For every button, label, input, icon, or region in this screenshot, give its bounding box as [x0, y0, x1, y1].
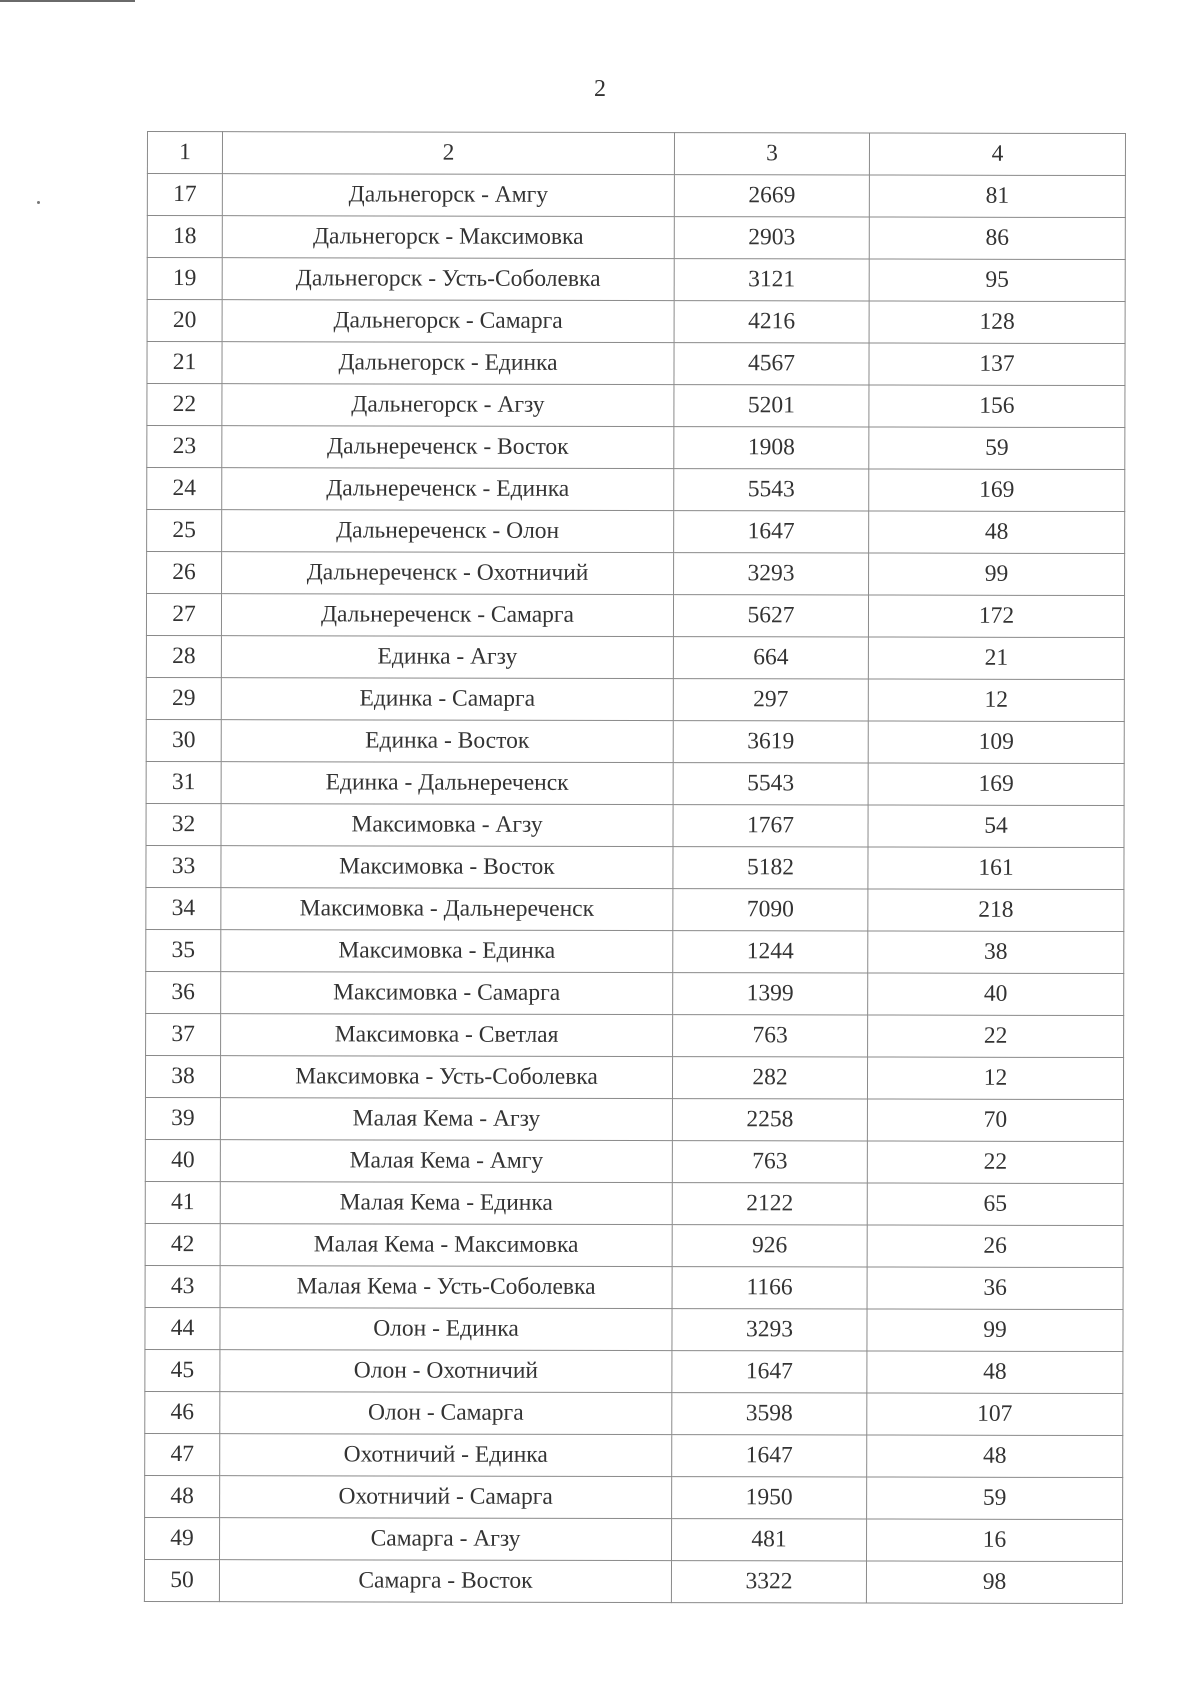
table-row — [145, 1391, 1123, 1435]
page-number: 2 — [594, 76, 606, 102]
col3-value-cell: 1647 — [674, 511, 869, 553]
row-number-cell: 26 — [147, 552, 222, 594]
col4-value-cell: 59 — [869, 427, 1125, 470]
routes-table-body — [144, 132, 1125, 1604]
row-number-cell: 33 — [146, 845, 221, 887]
row-number-cell: 17 — [147, 174, 222, 216]
table-row — [147, 174, 1125, 218]
col3-value-cell: 1244 — [673, 931, 868, 973]
scan-edge-mark — [0, 0, 135, 2]
col4-value-cell: 218 — [868, 889, 1124, 932]
route-name-cell: Малая Кема - Единка — [220, 1182, 672, 1225]
col3-value-cell: 763 — [672, 1141, 867, 1183]
col4-value-cell: 156 — [869, 385, 1125, 428]
route-name-cell: Охотничий - Самарга — [220, 1476, 672, 1519]
col4-value-cell: 48 — [867, 1435, 1123, 1478]
col4-value-cell: 36 — [867, 1267, 1123, 1310]
col3-value-cell: 926 — [672, 1225, 867, 1267]
col4-value-cell: 16 — [867, 1519, 1123, 1562]
route-name-cell: Дальнереченск - Единка — [222, 468, 674, 511]
col4-value-cell: 128 — [869, 301, 1125, 344]
col3-value-cell: 3598 — [672, 1393, 867, 1435]
row-number-cell: 25 — [147, 510, 222, 552]
col4-value-cell: 70 — [867, 1099, 1123, 1142]
col3-value-cell: 2669 — [674, 175, 869, 217]
col4-value-cell: 12 — [867, 1057, 1123, 1100]
route-name-cell: Максимовка - Светлая — [221, 1014, 673, 1057]
row-number-cell: 23 — [147, 426, 222, 468]
route-name-cell: Единка - Дальнереченск — [221, 762, 673, 805]
table-row — [146, 677, 1124, 721]
route-name-cell: Дальнегорск - Самарга — [222, 300, 674, 343]
col3-value-cell: 1399 — [673, 973, 868, 1015]
col4-value-cell: 95 — [869, 259, 1125, 302]
col3-value-cell: 1767 — [673, 805, 868, 847]
row-number-cell: 22 — [147, 384, 222, 426]
row-number-cell: 46 — [145, 1391, 220, 1433]
col4-value-cell: 12 — [868, 679, 1124, 722]
col4-value-cell: 81 — [869, 175, 1125, 218]
col4-value-cell: 54 — [868, 805, 1124, 848]
route-name-cell: Максимовка - Дальнереченск — [221, 888, 673, 931]
table-row — [145, 1097, 1123, 1141]
route-name-cell: Дальнереченск - Охотничий — [222, 552, 674, 595]
col3-value-cell: 5201 — [674, 385, 869, 427]
col4-value-cell: 169 — [869, 469, 1125, 512]
col4-value-cell: 48 — [867, 1351, 1123, 1394]
col3-value-cell: 3322 — [671, 1561, 866, 1603]
col4-value-cell: 48 — [869, 511, 1125, 554]
table-row — [147, 510, 1125, 554]
row-number-cell: 31 — [146, 761, 221, 803]
route-name-cell: Малая Кема - Агзу — [220, 1098, 672, 1141]
col3-value-cell: 481 — [672, 1519, 867, 1561]
col3-value-cell: 5543 — [674, 469, 869, 511]
col3-value-cell: 1647 — [672, 1435, 867, 1477]
row-number-cell: 18 — [147, 216, 222, 258]
table-row — [146, 761, 1124, 805]
col4-value-cell: 161 — [868, 847, 1124, 890]
route-name-cell: Единка - Агзу — [221, 636, 673, 679]
route-name-cell: Малая Кема - Усть-Соболевка — [220, 1266, 672, 1309]
row-number-cell: 21 — [147, 342, 222, 384]
col4-value-cell: 137 — [869, 343, 1125, 386]
row-number-cell: 42 — [145, 1223, 220, 1265]
route-name-cell: Самарга - Восток — [219, 1560, 671, 1603]
table-row — [147, 342, 1125, 386]
header-cell-col4: 4 — [869, 133, 1125, 176]
route-name-cell: Малая Кема - Максимовка — [220, 1224, 672, 1267]
routes-table — [144, 131, 1126, 1604]
route-name-cell: Дальнереченск - Восток — [222, 426, 674, 469]
col3-value-cell: 664 — [673, 637, 868, 679]
row-number-cell: 45 — [145, 1349, 220, 1391]
col3-value-cell: 3293 — [672, 1309, 867, 1351]
table-row — [147, 258, 1125, 302]
header-cell-col2: 2 — [222, 132, 674, 175]
col4-value-cell: 172 — [868, 595, 1124, 638]
table-row — [145, 1139, 1123, 1183]
row-number-cell: 19 — [147, 258, 222, 300]
route-name-cell: Олон - Охотничий — [220, 1350, 672, 1393]
route-name-cell: Дальнереченск - Олон — [222, 510, 674, 553]
route-name-cell: Олон - Единка — [220, 1308, 672, 1351]
col3-value-cell: 1647 — [672, 1351, 867, 1393]
table-row — [147, 300, 1125, 344]
row-number-cell: 30 — [146, 719, 221, 761]
route-name-cell: Дальнегорск - Агзу — [222, 384, 674, 427]
route-name-cell: Максимовка - Самарга — [221, 972, 673, 1015]
row-number-cell: 47 — [145, 1433, 220, 1475]
col3-value-cell: 4567 — [674, 343, 869, 385]
row-number-cell: 35 — [146, 929, 221, 971]
col3-value-cell: 763 — [673, 1015, 868, 1057]
row-number-cell: 43 — [145, 1265, 220, 1307]
col4-value-cell: 109 — [868, 721, 1124, 764]
scan-speck — [37, 201, 40, 204]
table-row — [145, 1265, 1123, 1309]
row-number-cell: 37 — [146, 1013, 221, 1055]
col3-value-cell: 2122 — [672, 1183, 867, 1225]
route-name-cell: Малая Кема - Амгу — [220, 1140, 672, 1183]
route-name-cell: Дальнегорск - Усть-Соболевка — [222, 258, 674, 301]
col3-value-cell: 5627 — [673, 595, 868, 637]
row-number-cell: 49 — [145, 1517, 220, 1559]
table-row — [144, 1559, 1122, 1603]
row-number-cell: 36 — [146, 971, 221, 1013]
header-cell-col3: 3 — [674, 133, 869, 175]
col4-value-cell: 86 — [869, 217, 1125, 260]
row-number-cell: 44 — [145, 1307, 220, 1349]
header-cell-col1: 1 — [147, 132, 222, 174]
row-number-cell: 28 — [146, 635, 221, 677]
col3-value-cell: 2258 — [672, 1099, 867, 1141]
col4-value-cell: 59 — [867, 1477, 1123, 1520]
table-row — [146, 635, 1124, 679]
row-number-cell: 32 — [146, 803, 221, 845]
col4-value-cell: 40 — [868, 973, 1124, 1016]
col4-value-cell: 99 — [869, 553, 1125, 596]
route-name-cell: Единка - Самарга — [221, 678, 673, 721]
route-name-cell: Охотничий - Единка — [220, 1434, 672, 1477]
col3-value-cell: 3293 — [674, 553, 869, 595]
table-row — [146, 887, 1124, 931]
table-row — [147, 426, 1125, 470]
col3-value-cell: 5182 — [673, 847, 868, 889]
col3-value-cell: 4216 — [674, 301, 869, 343]
row-number-cell: 50 — [144, 1559, 219, 1601]
route-name-cell: Самарга - Агзу — [220, 1518, 672, 1561]
table-row — [146, 929, 1124, 973]
table-row — [146, 1013, 1124, 1057]
row-number-cell: 39 — [145, 1097, 220, 1139]
col3-value-cell: 282 — [672, 1057, 867, 1099]
table-row — [146, 803, 1124, 847]
table-row — [145, 1433, 1123, 1477]
table-row — [146, 845, 1124, 889]
row-number-cell: 40 — [145, 1139, 220, 1181]
row-number-cell: 24 — [147, 468, 222, 510]
route-name-cell: Максимовка - Усть-Соболевка — [220, 1056, 672, 1099]
row-number-cell: 27 — [146, 594, 221, 636]
row-number-cell: 38 — [145, 1055, 220, 1097]
table-row — [147, 216, 1125, 260]
route-name-cell: Дальнегорск - Единка — [222, 342, 674, 385]
table-row — [145, 1517, 1123, 1561]
col3-value-cell: 3121 — [674, 259, 869, 301]
row-number-cell: 29 — [146, 677, 221, 719]
col4-value-cell: 99 — [867, 1309, 1123, 1352]
col3-value-cell: 1950 — [672, 1477, 867, 1519]
route-name-cell: Единка - Восток — [221, 720, 673, 763]
table-header-row — [147, 132, 1125, 176]
route-name-cell: Максимовка - Единка — [221, 930, 673, 973]
route-name-cell: Олон - Самарга — [220, 1392, 672, 1435]
table-row — [145, 1181, 1123, 1225]
col3-value-cell: 7090 — [673, 889, 868, 931]
table-row — [146, 971, 1124, 1015]
col3-value-cell: 1908 — [674, 427, 869, 469]
table-row — [147, 468, 1125, 512]
col4-value-cell: 107 — [867, 1393, 1123, 1436]
table-row — [145, 1475, 1123, 1519]
col3-value-cell: 1166 — [672, 1267, 867, 1309]
route-name-cell: Максимовка - Агзу — [221, 804, 673, 847]
col4-value-cell: 21 — [868, 637, 1124, 680]
col3-value-cell: 5543 — [673, 763, 868, 805]
table-row — [146, 594, 1124, 638]
col3-value-cell: 2903 — [674, 217, 869, 259]
route-name-cell: Максимовка - Восток — [221, 846, 673, 889]
route-name-cell: Дальнегорск - Максимовка — [222, 216, 674, 259]
table-row — [147, 384, 1125, 428]
row-number-cell: 48 — [145, 1475, 220, 1517]
col4-value-cell: 26 — [867, 1225, 1123, 1268]
table-row — [145, 1349, 1123, 1393]
table-row — [145, 1223, 1123, 1267]
col4-value-cell: 169 — [868, 763, 1124, 806]
route-name-cell: Дальнегорск - Амгу — [222, 174, 674, 217]
table-row — [147, 552, 1125, 596]
col4-value-cell: 22 — [867, 1141, 1123, 1184]
col3-value-cell: 3619 — [673, 721, 868, 763]
row-number-cell: 20 — [147, 300, 222, 342]
row-number-cell: 34 — [146, 887, 221, 929]
col4-value-cell: 98 — [866, 1561, 1122, 1604]
col4-value-cell: 22 — [868, 1015, 1124, 1058]
row-number-cell: 41 — [145, 1181, 220, 1223]
table-row — [145, 1307, 1123, 1351]
table-row — [146, 719, 1124, 763]
col4-value-cell: 38 — [868, 931, 1124, 974]
col4-value-cell: 65 — [867, 1183, 1123, 1226]
col3-value-cell: 297 — [673, 679, 868, 721]
route-name-cell: Дальнереченск - Самарга — [221, 594, 673, 637]
table-row — [145, 1055, 1123, 1099]
